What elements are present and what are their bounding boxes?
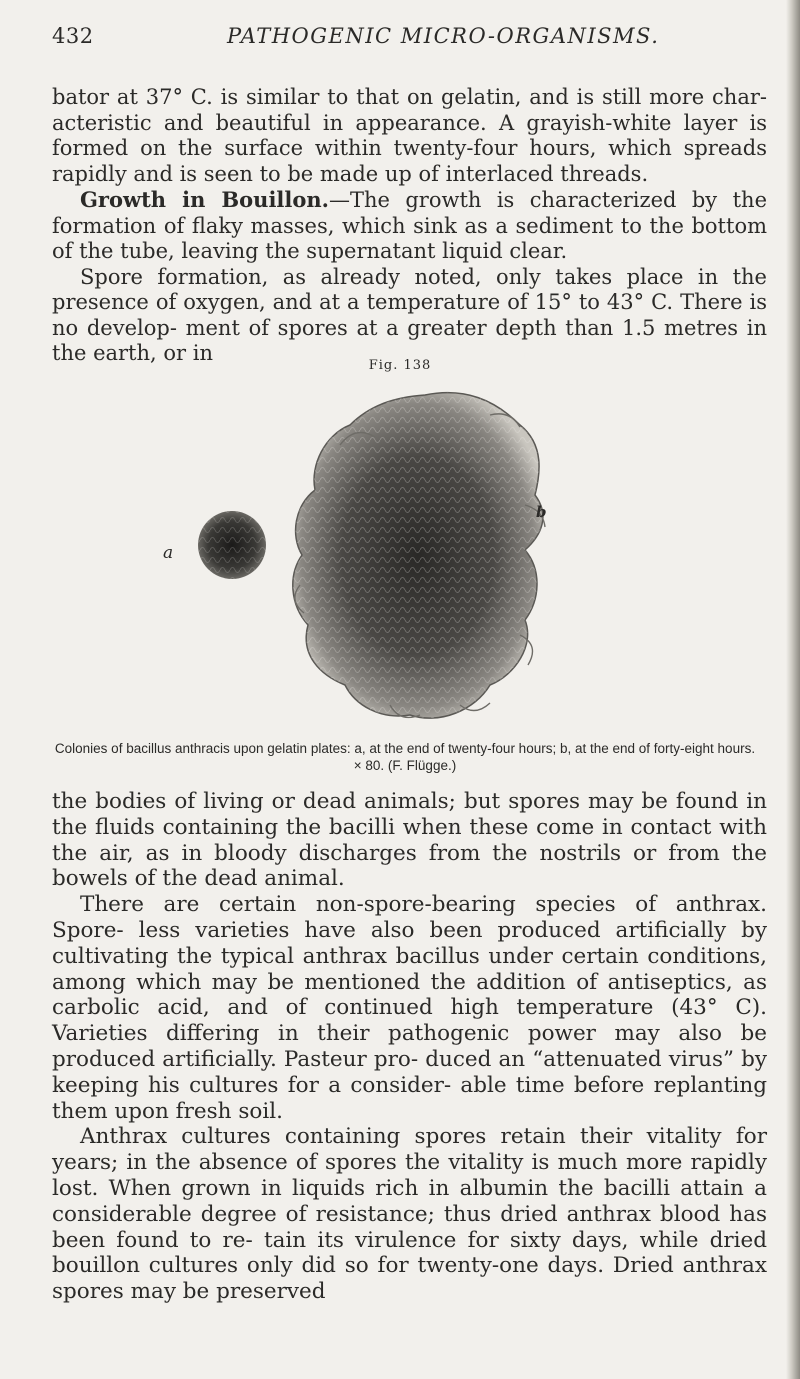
paragraph: Anthrax cultures containing spores retain their vitality for years; in the absence of spores the vitality is much more rapidly lost. When grown in liquids rich in albumin the bacilli attain a considerable degree of resistance; thus dried anthrax blood has been found to re- tain its virulence for sixty days, while dried bouillon cultures only did so for twenty-one days. Dried anthrax spores may be preserved xyxy=(52,1124,767,1305)
page-number: 432 xyxy=(52,24,94,48)
paragraph: Spore formation, as already noted, only takes place in the presence of oxygen, and at a temperature of 15° to 43° C. There is no develop- ment of spores at a greater depth than 1.5 metres in the earth, or in xyxy=(52,264,767,365)
paragraph: the bodies of living or dead animals; but spores may be found in the fluids containing the bacilli when these come in contact with the air, as in bloody discharges from the nostrils or from the bowels of the dead animal. xyxy=(52,789,767,892)
paragraph: There are certain non-spore-bearing species of anthrax. Spore- less varieties have also been produced artificially by cultivating the typical anthrax bacillus under certain conditions, among which may be mentioned the addition of antiseptics, as carbolic acid, and of continued high temperature (43° C). Varieties differing in their pathogenic power may also be produced artificially. Pasteur pro- duced an “attenuated virus” by keeping his cultures for a consider- able time before replanting them upon fresh soil. xyxy=(52,892,767,1124)
colony-b xyxy=(293,393,545,718)
page-header xyxy=(52,14,772,54)
paragraph-bouillon xyxy=(52,187,767,265)
paragraph-text: —The growth is characterized by the formation of flaky masses, which sink as a sediment to the bottom of the tube, leaving the supernatant liquid clear. xyxy=(52,188,767,263)
text-block-top xyxy=(52,85,767,367)
running-head: PATHOGENIC MICRO-ORGANISMS. xyxy=(227,24,660,48)
page-edge-shadow xyxy=(786,0,800,1379)
paragraph: bator at 37° C. is similar to that on gelatin, and is still more char- acteristic and beautiful in appearance. A grayish-white layer is formed on the surface within twenty-four hours, which spreads rapidly and is seen to be made up of interlaced threads. xyxy=(52,85,767,186)
colony-b-label: b xyxy=(536,503,547,521)
section-lead: Growth in Bouillon. xyxy=(80,187,329,212)
colony-a xyxy=(198,511,266,579)
figure-label: Fig. 138 xyxy=(368,358,432,373)
figure-caption: Colonies of bacillus anthracis upon gelatin plates: a, at the end of twenty-four hours; b, at the end of forty-eight hours. × 80. (F. Flügge.) xyxy=(54,741,756,773)
colony-a-label: a xyxy=(163,543,174,563)
colonies-illustration xyxy=(163,385,650,735)
figure-colonies xyxy=(163,385,650,735)
text-block-bottom xyxy=(52,789,767,1305)
